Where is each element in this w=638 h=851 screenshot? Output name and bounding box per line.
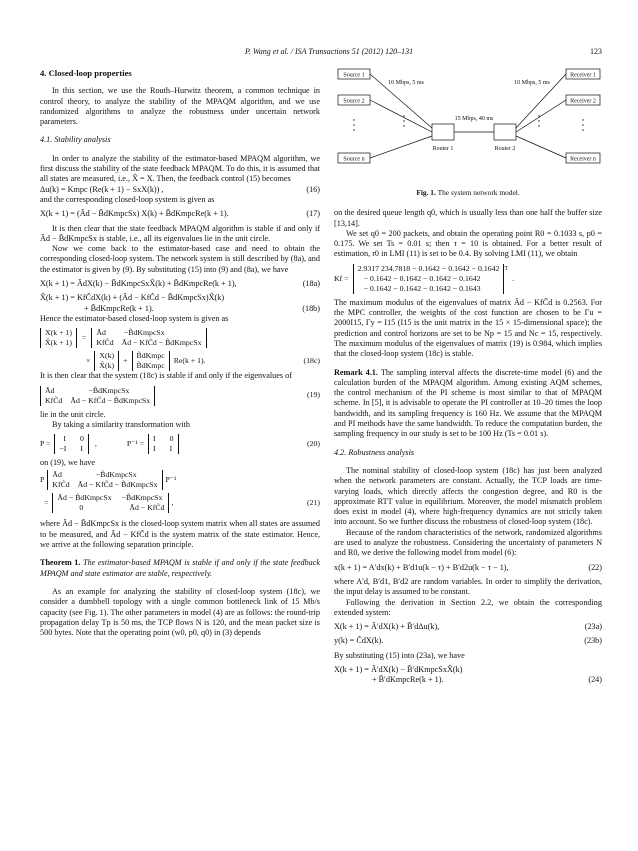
matrix-cell: X̂(k + 1) bbox=[45, 338, 72, 348]
subsection-title-stability: 4.1. Stability analysis bbox=[40, 135, 111, 145]
matrix-cell: Ãd − KfC̃d − B̃dKmpcSx bbox=[77, 480, 158, 490]
equation-tail: Re(k + 1). bbox=[173, 356, 206, 366]
equation-number: (18b) bbox=[302, 303, 320, 313]
paragraph: The nominal stability of closed-loop system (18c) has just been analyzed when the network parameters are constant. Actually, the TCP loads are time-varying loads, which directly affects the congestion degree, and R0 is the approximate RTT value in equilibrium. Moreover, the model mismatch problem does exist in model (4), where high-frequency dynamics are not strictly taken into account. So we further discuss the robustness of closed-loop system (18c). bbox=[334, 465, 602, 527]
matrix-cell: B̃dKmpc bbox=[136, 351, 165, 361]
matrix-cell: I bbox=[63, 434, 67, 444]
theorem-text: The estimator-based MPAQM is stable if and only if the state feedback MPAQM and state estimator are stable, respectively. bbox=[40, 558, 321, 578]
matrix-cell: Ãd − KfC̃d bbox=[129, 503, 165, 513]
equation-line: X(k + 1) = Ã′dX(k) − B̃′dKmpcSxX̂(k) bbox=[334, 664, 463, 674]
equation-21 bbox=[40, 470, 320, 513]
equation-number: (21) bbox=[307, 498, 320, 508]
state-vector bbox=[40, 328, 77, 348]
equation-number: (23a) bbox=[584, 622, 602, 632]
paragraph: lie in the unit circle. bbox=[40, 409, 106, 419]
paragraph: Now we come back to the estimator-based case and need to obtain the corresponding closed-loop system. The network system is still described by (8a), and the estimator is given by (9). By substituting (15) into (9) and (8a), we have bbox=[40, 244, 320, 274]
matrix-cell: −B̃dKmpcSx bbox=[95, 470, 137, 480]
matrix-row bbox=[57, 503, 164, 513]
network-topology-diagram bbox=[334, 68, 602, 186]
intro-paragraph: In this section, we use the Routh–Hurwitz theorem, a common technique in control theory, to analyze the stability of the MPAQM algorithm, and we use randomized algorithms to analyze the robustness under uncertain network parameters. bbox=[40, 86, 320, 127]
equation-number: (20) bbox=[307, 438, 320, 448]
matrix-row: − 0.1642 − 0.1642 − 0.1642 − 0.1642 bbox=[363, 273, 481, 283]
equation-21-line2: = Ãd − B̃dKmpcSx −B̃dKmpcSx 0 Ãd − KfC̃d , (21) bbox=[44, 493, 320, 513]
equation-23a bbox=[334, 622, 602, 632]
equation-number: (17) bbox=[306, 209, 320, 219]
theorem-label: Theorem 1. bbox=[40, 558, 81, 568]
paragraph: As an example for analyzing the stability of closed-loop system (18c), we consider a dumbbell topology with a single common bottleneck link of 15 Mb/s capacity (see Fig. 1). The other parameters in model (4) are as follows: the round-trip propagation delay Tp is 50 ms, the TCP flows N is 120, and the mean packet size is 500 bytes. Note that the operating point (w0, p0, q0) in (3) depends bbox=[40, 586, 320, 638]
matrix-row bbox=[52, 470, 157, 480]
right-column bbox=[334, 68, 602, 686]
transform-matrix bbox=[54, 434, 89, 454]
matrix-label: P⁻¹ bbox=[165, 475, 177, 485]
bottleneck-link-label: 15 Mbps, 40 ms bbox=[454, 116, 494, 122]
equation-number: (16) bbox=[306, 184, 320, 194]
paragraph: on the desired queue length q0, which is usually less than one half the buffer size [13,14]. bbox=[334, 208, 602, 228]
matrix-row bbox=[153, 444, 174, 454]
paragraph: Because of the random characteristics of the network, randomized algorithms are used to analyze the robustness. Considering the uncertainty of parameters N and R0, we derive the following model from model (6): bbox=[334, 527, 602, 558]
matrix-cell: X(k + 1) bbox=[45, 328, 72, 338]
figure-caption-label: Fig. 1. bbox=[416, 188, 436, 197]
paragraph: By taking a similarity transformation with bbox=[52, 419, 191, 429]
matrix-cell: Ãd bbox=[52, 470, 62, 480]
equation-17 bbox=[40, 209, 320, 219]
equation-18a bbox=[40, 279, 320, 289]
matrix-row: 2.9317 234.7818 − 0.1642 − 0.1642 − 0.1642 bbox=[357, 263, 500, 273]
equation-19 bbox=[40, 386, 320, 406]
equation-18c-line1: X(k + 1) X̂(k + 1) = Ãd −B̃dKmpcSx KfC̃d Ãd − KfC̃d − B̃dKmpcSx bbox=[40, 328, 320, 348]
paragraph: The maximum modulus of the eigenvalues of matrix Ãd − KfC̃d is 0.2563. For the MPC controller, the weights of the cost function are chosen to be Γu = 2000I15, Γy = I15 (I15 is the unit matrix in the 15 × 15-dimensional space); the prediction and control horizons are set to be Np = 15 and Nc = 15, respectively. The maximum modulus of the eigenvalues of matrix (19) is 0.984, which implies that the closed-loop system (18c) is stable. bbox=[334, 297, 602, 359]
kf-matrix-equation: Kf = 2.9317 234.7818 − 0.1642 − 0.1642 − 0.1642 − 0.1642 − 0.1642 − 0.1642 − 0.1642 − 0.1642 − 0.1642 − 0.1642 − 0.1643 $^T$ . bbox=[334, 263, 515, 293]
kf-matrix bbox=[353, 264, 505, 294]
system-matrix bbox=[91, 328, 206, 348]
matrix-cell: KfC̃d bbox=[96, 338, 114, 348]
paragraph: It is then clear that the system (18c) is stable if and only if the eigenvalues of bbox=[40, 371, 292, 381]
matrix-cell: X̂(k) bbox=[99, 361, 115, 371]
matrix-cell: KfC̃d bbox=[52, 480, 70, 490]
equation-22 bbox=[334, 563, 602, 573]
matrix-row bbox=[59, 434, 84, 444]
matrix-cell: Ãd bbox=[45, 385, 55, 395]
equation-body: X(k + 1) = Ã′dX(k) + B̃′dΔu(k), bbox=[334, 622, 440, 632]
matrix-cell: I bbox=[153, 444, 156, 454]
matrix-cell: −B̃dKmpcSx bbox=[88, 385, 130, 395]
matrix-cell: −B̃dKmpcSx bbox=[123, 328, 165, 338]
router-1-label: Router 1 bbox=[432, 146, 454, 152]
receiver-label: Receiver 2 bbox=[570, 98, 596, 105]
matrix-cell: Ãd bbox=[96, 328, 106, 338]
equation-body: x(k + 1) = A′dx(k) + B′d1u(k − τ) + B′d2u(k − τ − 1), bbox=[334, 562, 509, 572]
equation-18c-line2: × X(k) X̂(k) + B̃dKmpc B̃dKmpc Re(k + 1). (18c) bbox=[86, 351, 320, 371]
paragraph: Hence the estimator-based closed-loop system is given as bbox=[40, 313, 229, 323]
matrix-row bbox=[57, 493, 164, 503]
equation-body: + B̃dKmpcRe(k + 1). bbox=[84, 303, 154, 313]
matrix-cell: Ãd − B̃dKmpcSx bbox=[57, 493, 112, 503]
journal-citation: P. Wang et al. / ISA Transactions 51 (2012) 120–131 bbox=[245, 47, 414, 56]
equation-number: (19) bbox=[307, 390, 320, 400]
remark-label: Remark 4.1. bbox=[334, 367, 378, 377]
equation-21-line1 bbox=[40, 470, 320, 490]
equation-body: X(k + 1) = (Ãd − B̃dKmpcSx) X(k) + B̃dKmpcRe(k + 1). bbox=[40, 209, 229, 219]
paragraph: where Ãd − B̃dKmpcSx is the closed-loop system matrix when all states are assumed to be measured, and Ãd − KfC̃d is the system matrix of the state estimator. Hence, we arrive at the following separation principle. bbox=[40, 519, 320, 550]
equation-body: y(k) = C̃dX(k). bbox=[334, 636, 384, 646]
equation-number: (23b) bbox=[584, 636, 602, 646]
matrix-row bbox=[59, 444, 84, 454]
equation-18b bbox=[40, 293, 320, 314]
access-link-label: 10 Mbps, 5 ms bbox=[388, 80, 424, 86]
matrix-row bbox=[45, 396, 150, 406]
equation-18c bbox=[40, 328, 320, 371]
equation-20: P = I 0 −I I , P⁻¹ = I 0 I I (20) bbox=[40, 434, 320, 454]
matrix-cell: −I bbox=[59, 444, 67, 454]
equation-number: (18c) bbox=[303, 356, 320, 366]
remark-4-1 bbox=[334, 368, 602, 440]
state-vector bbox=[94, 351, 119, 371]
matrix-cell: Ãd − KfC̃d − B̃dKmpcSx bbox=[121, 338, 202, 348]
figure-caption bbox=[334, 188, 602, 198]
left-column bbox=[40, 68, 320, 638]
equation-body: X(k + 1) = ÃdX(k) − B̃dKmpcSxX̂(k) + B̃dKmpcRe(k + 1), bbox=[40, 279, 237, 289]
matrix-cell: I bbox=[153, 434, 156, 444]
system-matrix bbox=[47, 470, 162, 490]
matrix-row bbox=[153, 434, 174, 444]
section-title: 4. Closed-loop properties bbox=[40, 68, 132, 78]
equation-line-2 bbox=[40, 304, 320, 314]
matrix-label: Kf = bbox=[334, 273, 349, 283]
paragraph: and the corresponding closed-loop system is given as bbox=[40, 194, 215, 204]
matrix-cell: KfC̃d bbox=[45, 395, 63, 405]
equation-24 bbox=[334, 665, 602, 686]
matrix-cell: B̃dKmpc bbox=[136, 361, 165, 371]
matrix-cell: 0 bbox=[80, 434, 84, 444]
access-link-label: 10 Mbps, 5 ms bbox=[514, 80, 550, 86]
paragraph: Following the derivation in Section 2.2, we obtain the corresponding extended system: bbox=[334, 597, 602, 617]
matrix-label: P = bbox=[40, 438, 51, 448]
matrix-cell: Ãd − KfC̃d − B̃dKmpcSx bbox=[70, 395, 151, 405]
source-label: Source 1 bbox=[343, 72, 365, 79]
paragraph: where A′d, B′d1, B′d2 are random variables. In order to simplify the derivation, the input delay is assumed to be constant. bbox=[334, 576, 602, 597]
remark-text: The sampling interval affects the discrete-time model (6) and the calculation burden of the MPAQM algorithm. Among existing AQM schemes, the control mechanism of the PI scheme is most similar to that of MPAQM scheme. In [5], it is advisable to operate the PI controller at 10–20 times the loop bandwidth, and its sampling frequency is 160 Hz. We assume that the MPAQM and PI methods have the same bandwidth. To reduce the computation burden, the sampling frequency in our study is set to be 100 Hz (Ts = 0.01 s). bbox=[334, 367, 602, 439]
subsection-title-robustness: 4.2. Robustness analysis bbox=[334, 447, 415, 457]
paragraph: We set q0 = 200 packets, and obtain the operating point R0 = 0.1033 s, p0 = 0.175. We set Ts = 0.01 s; then τ = 10 is obtained. For a better result of estimation, r0 in LMI (11) is set to be 0.4. By solving LMI (11), we obtain bbox=[334, 228, 602, 259]
paragraph: It is then clear that the state feedback MPAQM algorithm is stable if and only if Ãd − B̃dKmpcSx is stable, i.e., all its eigenvalues lie in the unit circle. bbox=[40, 223, 320, 243]
router-2-box bbox=[494, 124, 516, 140]
equation-line: X̂(k + 1) = KfC̃dX(k) + (Ãd − KfC̃d − B̃dKmpcSx)X̂(k) bbox=[40, 293, 225, 303]
input-vector bbox=[132, 351, 170, 371]
matrix-cell: X(k) bbox=[99, 351, 115, 361]
router-1-box bbox=[432, 124, 454, 140]
source-label: Source n bbox=[343, 156, 365, 163]
matrix-cell: I bbox=[80, 444, 84, 454]
receiver-label: Receiver 1 bbox=[570, 72, 596, 79]
matrix-row bbox=[96, 328, 201, 338]
receiver-label: Receiver n bbox=[570, 156, 596, 163]
transpose-mark: T bbox=[504, 265, 509, 272]
matrix-cell: −B̃dKmpcSx bbox=[121, 493, 163, 503]
matrix-cell: I bbox=[169, 444, 173, 454]
equation-number: (24) bbox=[588, 675, 602, 685]
equation-body: + B̃′dKmpcRe(k + 1). bbox=[372, 675, 444, 685]
matrix-cell: 0 bbox=[169, 434, 174, 444]
equation-number: (18a) bbox=[302, 279, 320, 289]
matrix-row: − 0.1642 − 0.1642 − 0.1642 − 0.1643 bbox=[363, 283, 481, 293]
paragraph: on (19), we have bbox=[40, 458, 96, 468]
equation-number: (22) bbox=[588, 562, 602, 572]
block-triangular-matrix bbox=[52, 493, 169, 513]
equation-23b bbox=[334, 636, 602, 646]
matrix-row bbox=[96, 338, 201, 348]
matrix-row bbox=[52, 480, 157, 490]
matrix-label: P⁻¹ = bbox=[126, 438, 145, 448]
figure-caption-text: The system network model. bbox=[437, 188, 520, 197]
matrix-cell: 0 bbox=[79, 503, 84, 513]
paragraph: By substituting (15) into (23a), we have bbox=[334, 650, 465, 660]
matrix-label: P bbox=[40, 475, 45, 485]
theorem-1 bbox=[40, 558, 320, 579]
page-number: 123 bbox=[590, 47, 602, 56]
source-label: Source 2 bbox=[343, 98, 365, 105]
equation-line-2 bbox=[334, 675, 602, 685]
equals-sign: = bbox=[44, 498, 49, 508]
figure-1 bbox=[334, 68, 602, 186]
inverse-matrix bbox=[148, 434, 179, 454]
matrix-row bbox=[45, 386, 150, 396]
system-matrix bbox=[40, 386, 155, 406]
equation-16 bbox=[40, 185, 320, 195]
router-2-label: Router 2 bbox=[494, 146, 516, 152]
equation-body: Δu(k) = Kmpc (Re(k + 1) − SxX(k)) , bbox=[40, 184, 164, 194]
paragraph: In order to analyze the stability of the estimator-based MPAQM algorithm, we first discuss the stability of the state feedback MPAQM. To do this, it is assumed that all states are measured, i.e., X̂ = X. Then, the feedback control (15) becomes bbox=[40, 153, 320, 184]
